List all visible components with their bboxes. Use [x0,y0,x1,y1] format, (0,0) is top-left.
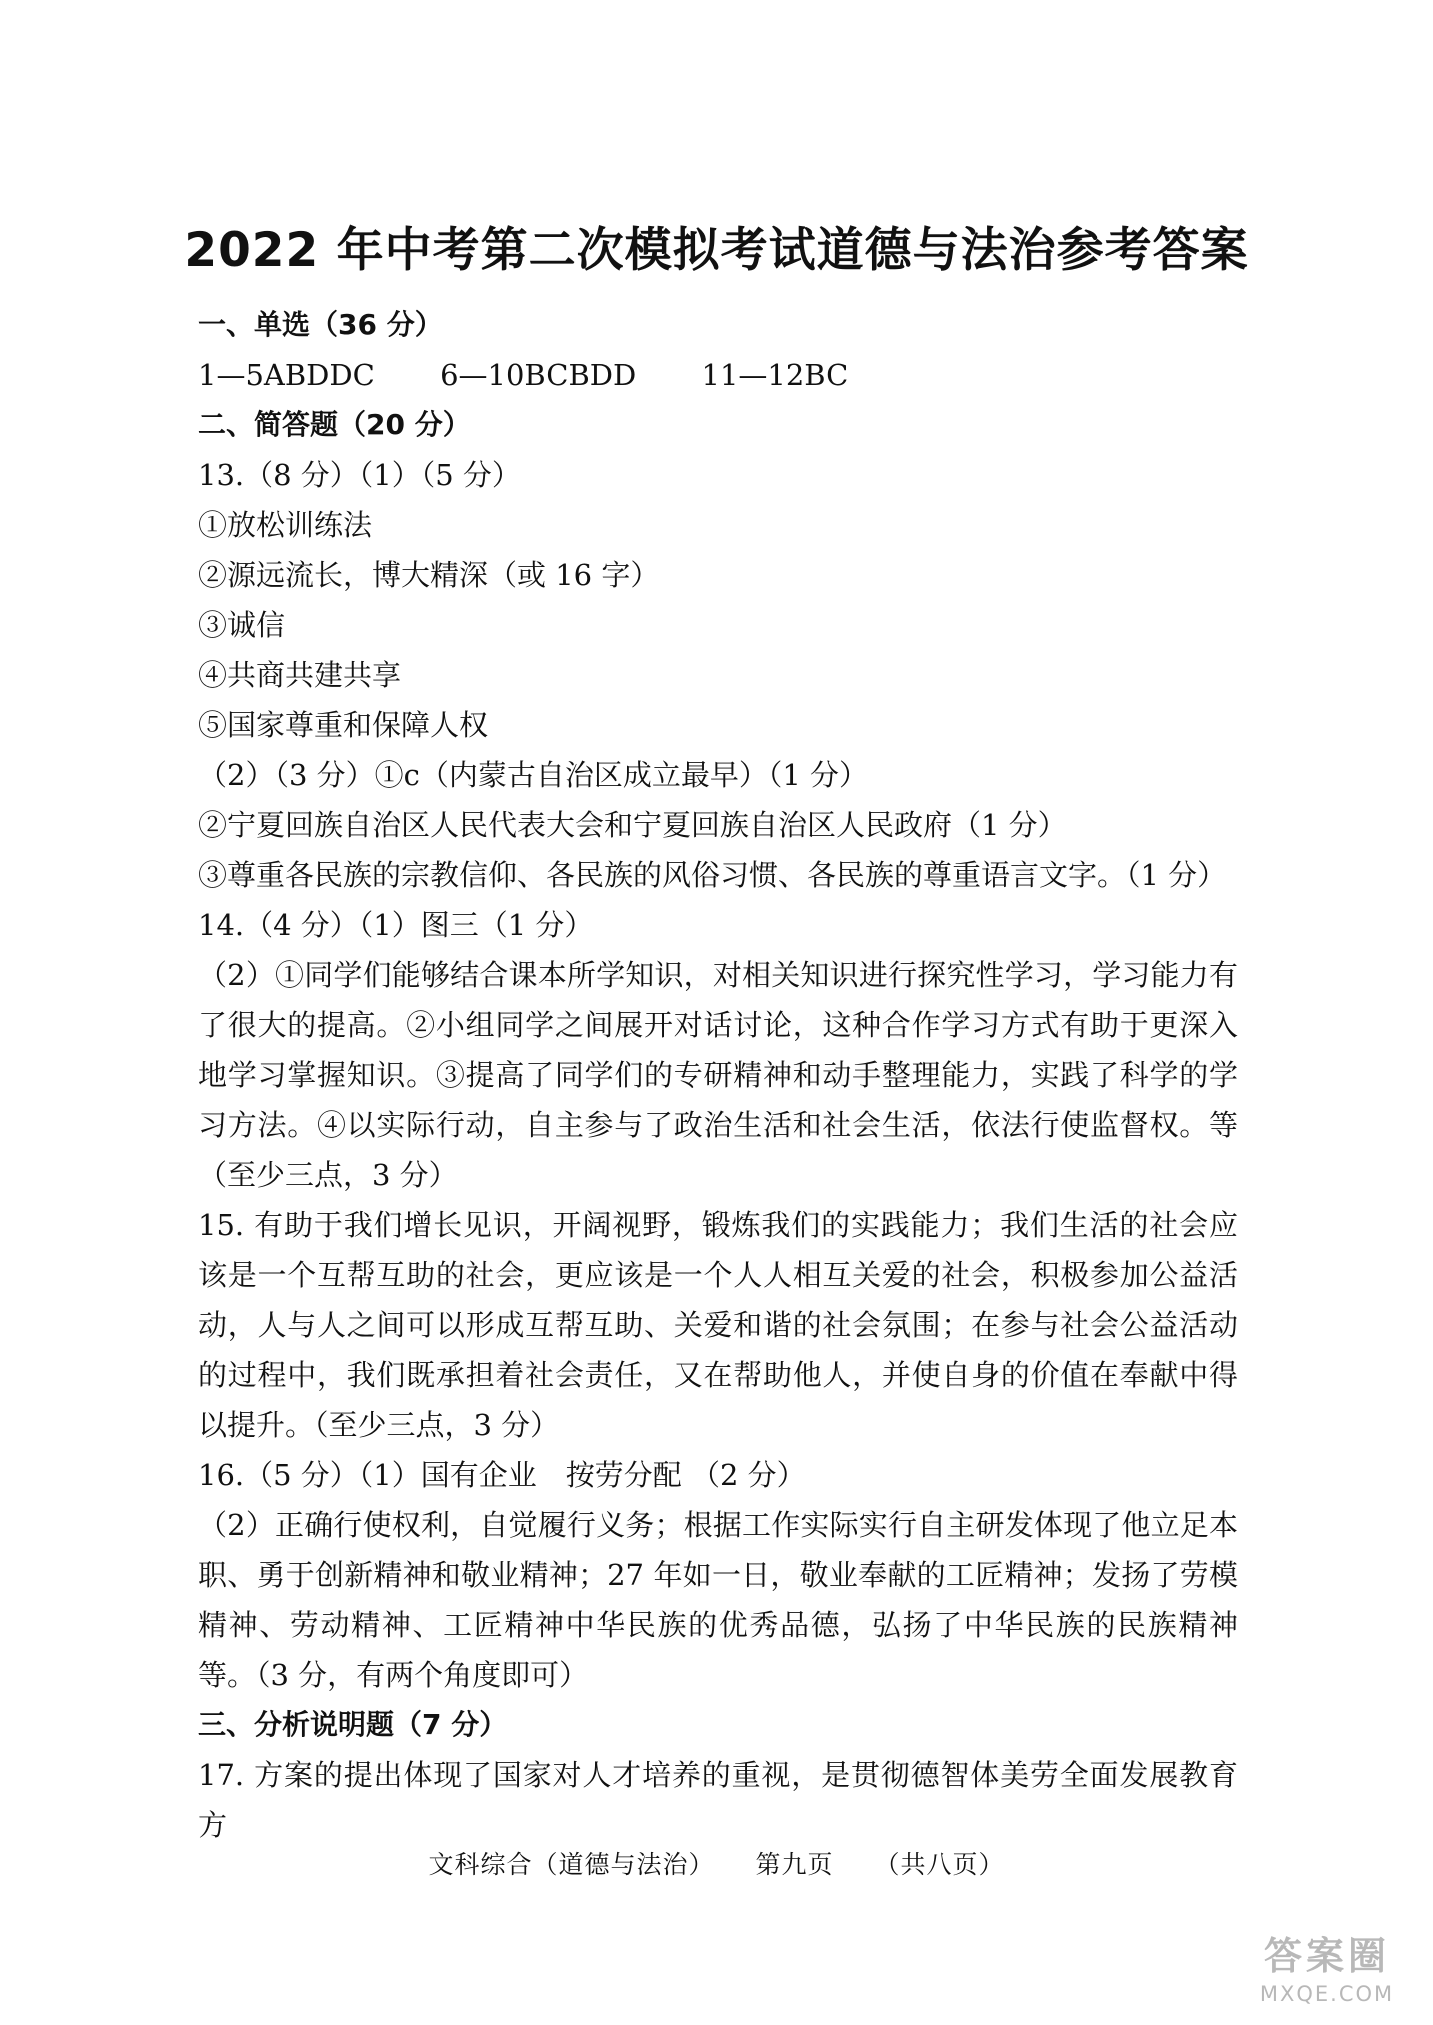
q13-item: ①放松训练法 [198,508,373,542]
q13-item: ④共商共建共享 [198,658,402,692]
footer-subject: 文科综合（道德与法治） [428,1850,715,1879]
q14-header: 14.（4 分）（1）图三（1 分） [198,908,594,942]
answer-group-6-10: 6—10BCBDD [440,358,637,392]
q16-body: （2）正确行使权利，自觉履行义务；根据工作实际实行自主研发体现了他立足本职、勇于创新精神和敬业精神；27 年如一日，敬业奉献的工匠精神；发扬了劳模精神、劳动精神、工匠精神中华民族的优秀品德，弘扬了中华民族的民族精神等。（3 分，有两个角度即可） [198,1508,1238,1692]
q15-body: 15. 有助于我们增长见识，开阔视野，锻炼我们的实践能力；我们生活的社会应该是一个互帮互助的社会，更应该是一个人人相互关爱的社会，积极参加公益活动，人与人之间可以形成互帮互助、关爱和谐的社会氛围；在参与社会公益活动的过程中，我们既承担着社会责任，又在帮助他人，并使自身的价值在奉献中得以提升。（至少三点，3 分） [198,1208,1238,1442]
site-watermark [1232,1932,1422,2020]
page-title: 2022 年中考第二次模拟考试道德与法治参考答案 [184,223,1249,278]
answer-group-1-5: 1—5ABDDC [198,358,375,392]
q14-body: （2）①同学们能够结合课本所学知识，对相关知识进行探究性学习，学习能力有了很大的提高。②小组同学之间展开对话讨论，这种合作学习方式有助于更深入地学习掌握知识。③提高了同学们的专研精神和动手整理能力，实践了科学的学习方法。④以实际行动，自主参与了政治生活和社会生活，依法行使监督权。等（至少三点，3 分） [198,958,1238,1192]
section-heading-analysis: 三、分析说明题（7 分） [198,1708,508,1741]
watermark-url: MXQE.COM [1259,1982,1395,2006]
q16-header: 16.（5 分）（1）国有企业 按劳分配 （2 分） [198,1458,806,1492]
footer-total-pages: （共八页） [874,1850,1005,1879]
section-heading-short-answer: 二、简答题（20 分） [198,408,471,441]
q13-part2: （2）（3 分）①c（内蒙古自治区成立最早）（1 分） [198,758,869,792]
q13-item: ②源远流长，博大精深（或 16 字） [198,558,660,592]
q13-part2-item: ③尊重各民族的宗教信仰、各民族的风俗习惯、各民族的尊重语言文字。（1 分） [198,858,1227,892]
q13-part2-item: ②宁夏回族自治区人民代表大会和宁夏回族自治区人民政府（1 分） [198,808,1067,842]
section-heading-single-choice: 一、单选（36 分） [198,308,443,341]
answer-group-11-12: 11—12BC [701,358,849,392]
page-footer [0,1845,1433,1881]
q13-header: 13.（8 分）（1）（5 分） [198,458,521,492]
answer-content [198,300,1238,1850]
watermark-logo-text: 答案圈 [1263,1934,1390,1978]
q17-body: 17. 方案的提出体现了国家对人才培养的重视，是贯彻德智体美劳全面发展教育方 [198,1758,1238,1842]
q13-item: ③诚信 [198,608,286,642]
q13-item: ⑤国家尊重和保障人权 [198,708,489,742]
single-choice-answers [198,350,1238,400]
footer-page-number: 第九页 [755,1850,834,1879]
